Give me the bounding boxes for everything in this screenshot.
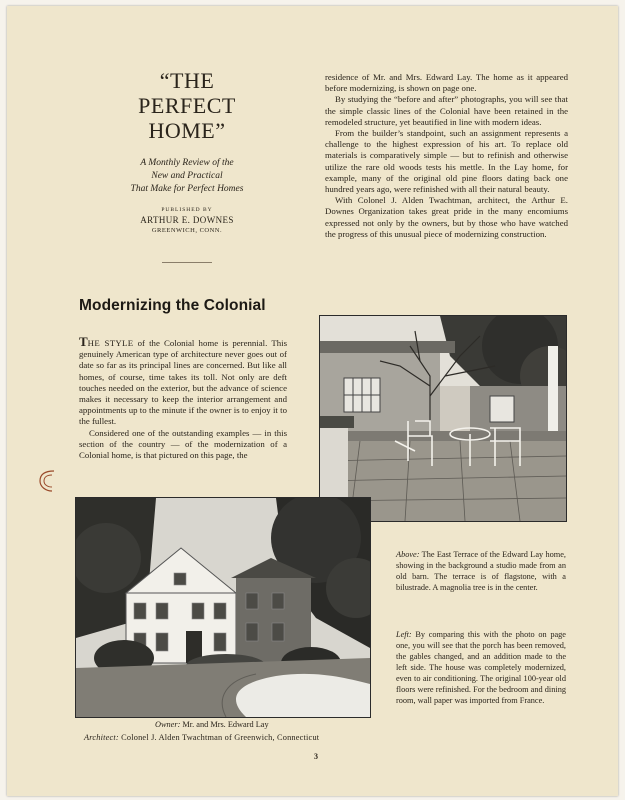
left-paragraph-1-text: of the Colonial home is perennial. This genuinely American type of architecture never goes out of date so far as its principal lines are concerned. But like all homes, of course, time takes its toll. Not only are deft touches needed on the exterior, but the advance of science makes it necessary to keep the interior arrangement and appointments up to the minute if the owner is to enjoy it to the fullest. bbox=[79, 338, 287, 427]
caption-above bbox=[396, 549, 566, 593]
masthead-subtitle bbox=[107, 157, 267, 196]
magazine-page bbox=[7, 6, 618, 796]
masthead-title-line2: PERFECT bbox=[138, 93, 236, 118]
masthead bbox=[107, 68, 267, 263]
caption-above-label: Above: bbox=[396, 550, 420, 559]
right-column-text bbox=[325, 72, 568, 240]
owner-label: Owner: bbox=[155, 720, 181, 729]
drop-cap: T bbox=[79, 334, 88, 349]
caption-left-label: Left: bbox=[396, 630, 412, 639]
published-by-label: PUBLISHED BY bbox=[161, 207, 213, 213]
publisher-name: ARTHUR E. DOWNES bbox=[140, 215, 234, 225]
house-photo bbox=[75, 497, 371, 718]
left-paragraph-1 bbox=[79, 336, 287, 428]
subtitle-line1: A Monthly Review of the bbox=[140, 158, 234, 168]
masthead-title-line1: “THE bbox=[159, 68, 215, 93]
architect-text: Colonel J. Alden Twachtman of Greenwich, Connecticut bbox=[118, 733, 320, 742]
article-heading: Modernizing the Colonial bbox=[79, 297, 266, 314]
owner-text: Mr. and Mrs. Edward Lay bbox=[180, 720, 269, 729]
caption-left bbox=[396, 629, 566, 706]
left-paragraph-2: Considered one of the outstanding examples — in this section of the country — of the modernization of a Colonial home, is that pictured on this page, the bbox=[79, 427, 287, 461]
right-paragraph-1: residence of Mr. and Mrs. Edward Lay. The home as it appeared before modernizing, is shown on page one. bbox=[325, 72, 568, 94]
terrace-photo bbox=[319, 315, 567, 522]
masthead-rule bbox=[162, 262, 212, 263]
masthead-title-line3: HOME” bbox=[148, 118, 226, 143]
right-paragraph-3: From the builder’s standpoint, such an assignment represents a challenge to the highest expression of his art. To replace old materials is comparatively simple — but to refinish and otherwise utilize the rare old woods tests his mettle. In the Lay home, for example, many of the original old pine floors dating back one hundred years ago, were refinished with all their natural beauty. bbox=[325, 128, 568, 195]
caption-left-text: By comparing this with the photo on page one, you will see that the porch has been removed, the gables changed, and an addition made to the left side. The house was completely modernized, even to air conditioning. The original 100-year old floors were refinished. For the bedroom and dining room, wall paper was imported from France. bbox=[396, 630, 566, 705]
owner-credit bbox=[155, 720, 269, 729]
page-number: 3 bbox=[314, 752, 318, 761]
lead-smallcaps: HE STYLE bbox=[87, 338, 134, 348]
caption-above-text: The East Terrace of the Edward Lay home, showing in the background a studio made from an old barn. The terrace is of flagstone, with a bilustrade. A magnolia tree is in the center. bbox=[396, 550, 566, 592]
architect-label: Architect: bbox=[84, 733, 119, 742]
right-paragraph-4: With Colonel J. Alden Twachtman, architect, the Arthur E. Downes Organization takes great pride in the many encomiums expressed not only by the owners, but by those who have watched the progress of this unusual piece of modernizing construction. bbox=[325, 195, 568, 239]
subtitle-line3: That Make for Perfect Homes bbox=[130, 184, 244, 194]
left-column-text bbox=[79, 336, 287, 461]
subtitle-line2: New and Practical bbox=[151, 171, 223, 181]
architect-credit bbox=[84, 733, 319, 742]
right-paragraph-2: By studying the “before and after” photographs, you will see that the simple classic lines of the Colonial have been retained in the remodeled structure, yet beautified in line with modern ideas. bbox=[325, 94, 568, 127]
paper-clip-mark bbox=[36, 469, 58, 495]
publisher-location: GREENWICH, CONN. bbox=[151, 227, 223, 234]
